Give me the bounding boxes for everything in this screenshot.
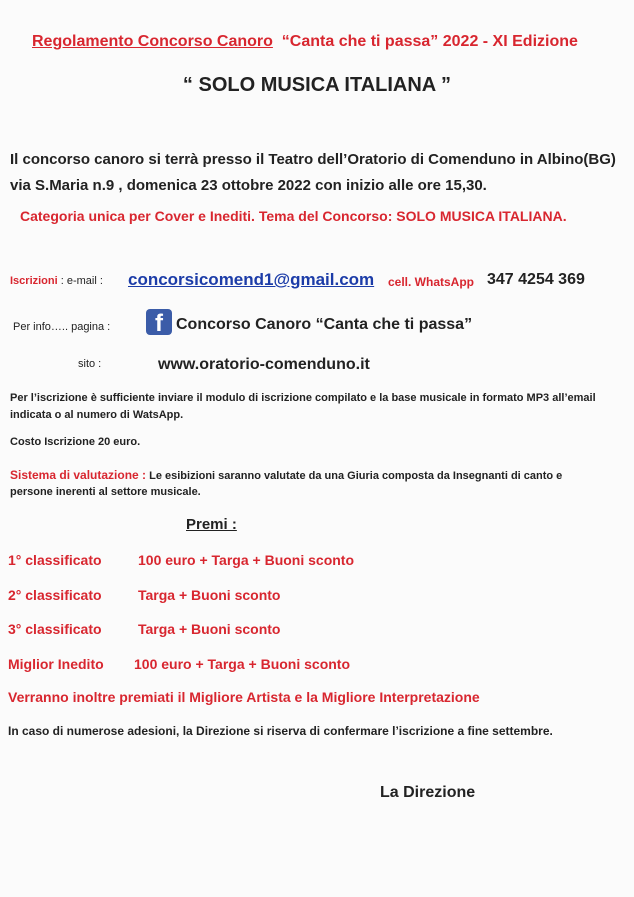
signature: La Direzione <box>380 784 476 801</box>
evaluation-line2: persone inerenti al settore musicale. <box>10 486 201 498</box>
registration-instructions-line2: indicata o al numero di WatsApp. <box>10 409 184 421</box>
prize-place: 2° classificato <box>8 587 102 603</box>
prize-award: Targa + Buoni sconto <box>138 587 281 603</box>
prize-award: 100 euro + Targa + Buoni sconto <box>134 656 351 672</box>
site-label: sito : <box>78 358 102 370</box>
prize-row <box>8 552 355 568</box>
prize-award: Targa + Buoni sconto <box>138 621 281 637</box>
extra-awards: Verranno inoltre premiati il Migliore Artista e la Migliore Interpretazione <box>8 689 480 705</box>
prize-row <box>8 621 281 637</box>
page-subtitle: “ SOLO MUSICA ITALIANA ” <box>182 74 452 96</box>
contest-name: “Canta che ti passa” 2022 - XI Edizione <box>281 33 578 50</box>
email-label: : e-mail : <box>60 275 103 287</box>
email-link[interactable]: concorsicomend1@gmail.com <box>128 270 375 289</box>
prizes-title: Premi : <box>186 516 237 533</box>
intro-line-venue: Il concorso canoro si terrà presso il Teatro dell’Oratorio di Comenduno in Albino(BG) <box>10 151 616 168</box>
prize-row <box>8 656 351 672</box>
prize-place: 3° classificato <box>8 621 102 637</box>
intro-line-date: via S.Maria n.9 , domenica 23 ottobre 2022 con inizio alle ore 15,30. <box>10 177 487 194</box>
closing-note: In caso di numerose adesioni, la Direzione si riserva di confermare l’iscrizione a fine settembre. <box>8 724 553 738</box>
evaluation-text: Le esibizioni saranno valutate da una Giuria composta da Insegnanti di canto e <box>146 470 563 482</box>
regulation-label: Regolamento Concorso Canoro <box>32 33 273 50</box>
evaluation-line1 <box>10 468 562 482</box>
site-url: www.oratorio-comenduno.it <box>158 356 370 373</box>
prize-place: Miglior Inedito <box>8 656 104 672</box>
iscrizioni-label: Iscrizioni <box>10 275 58 287</box>
prize-award: 100 euro + Targa + Buoni sconto <box>138 552 355 568</box>
registration-cost: Costo Iscrizione 20 euro. <box>10 436 141 448</box>
whatsapp-number: 347 4254 369 <box>487 271 585 288</box>
prize-row <box>8 587 281 603</box>
info-label: Per info….. pagina : <box>13 321 111 333</box>
evaluation-label: Sistema di valutazione : <box>10 468 147 482</box>
facebook-page-name: Concorso Canoro “Canta che ti passa” <box>176 316 473 333</box>
facebook-icon: f <box>146 309 172 335</box>
registration-instructions-line1: Per l’iscrizione è sufficiente inviare il modulo di iscrizione compilato e la base musicale in formato MP3 all’email <box>10 392 596 404</box>
document-title <box>32 33 578 51</box>
category-line: Categoria unica per Cover e Inediti. Tema del Concorso: SOLO MUSICA ITALIANA. <box>20 208 567 224</box>
prize-place: 1° classificato <box>8 552 102 568</box>
whatsapp-label: cell. WhatsApp <box>388 275 475 289</box>
registration-label <box>10 275 103 287</box>
